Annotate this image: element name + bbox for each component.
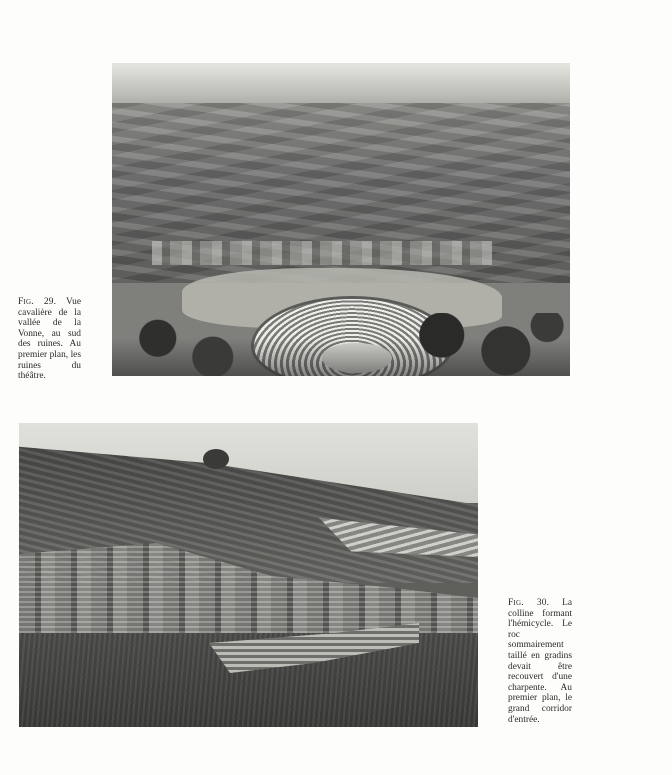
aerial-valley-photo — [112, 63, 570, 376]
theatre-hillside-photo — [19, 423, 478, 727]
hilltop-tree — [203, 449, 229, 469]
photo-village — [152, 241, 492, 265]
figure-29-text: Vue cavalière de la vallée de la Vonne, au sud des ruines. Au premier plan, les ruines du théâtre. — [18, 297, 81, 382]
figure-29-caption — [18, 297, 81, 382]
figure-30-label: Fig. 30. — [508, 598, 550, 608]
figure-30-text: La colline formant l'hémicycle. Le roc sommairement taillé en gradins devait être recouvert d'une charpente. Au premier plan, le grand corridor d'entrée. — [508, 598, 572, 725]
figure-30-caption — [508, 598, 572, 725]
photo-trees — [112, 313, 570, 376]
figure-29-label: Fig. 29. — [18, 297, 57, 307]
